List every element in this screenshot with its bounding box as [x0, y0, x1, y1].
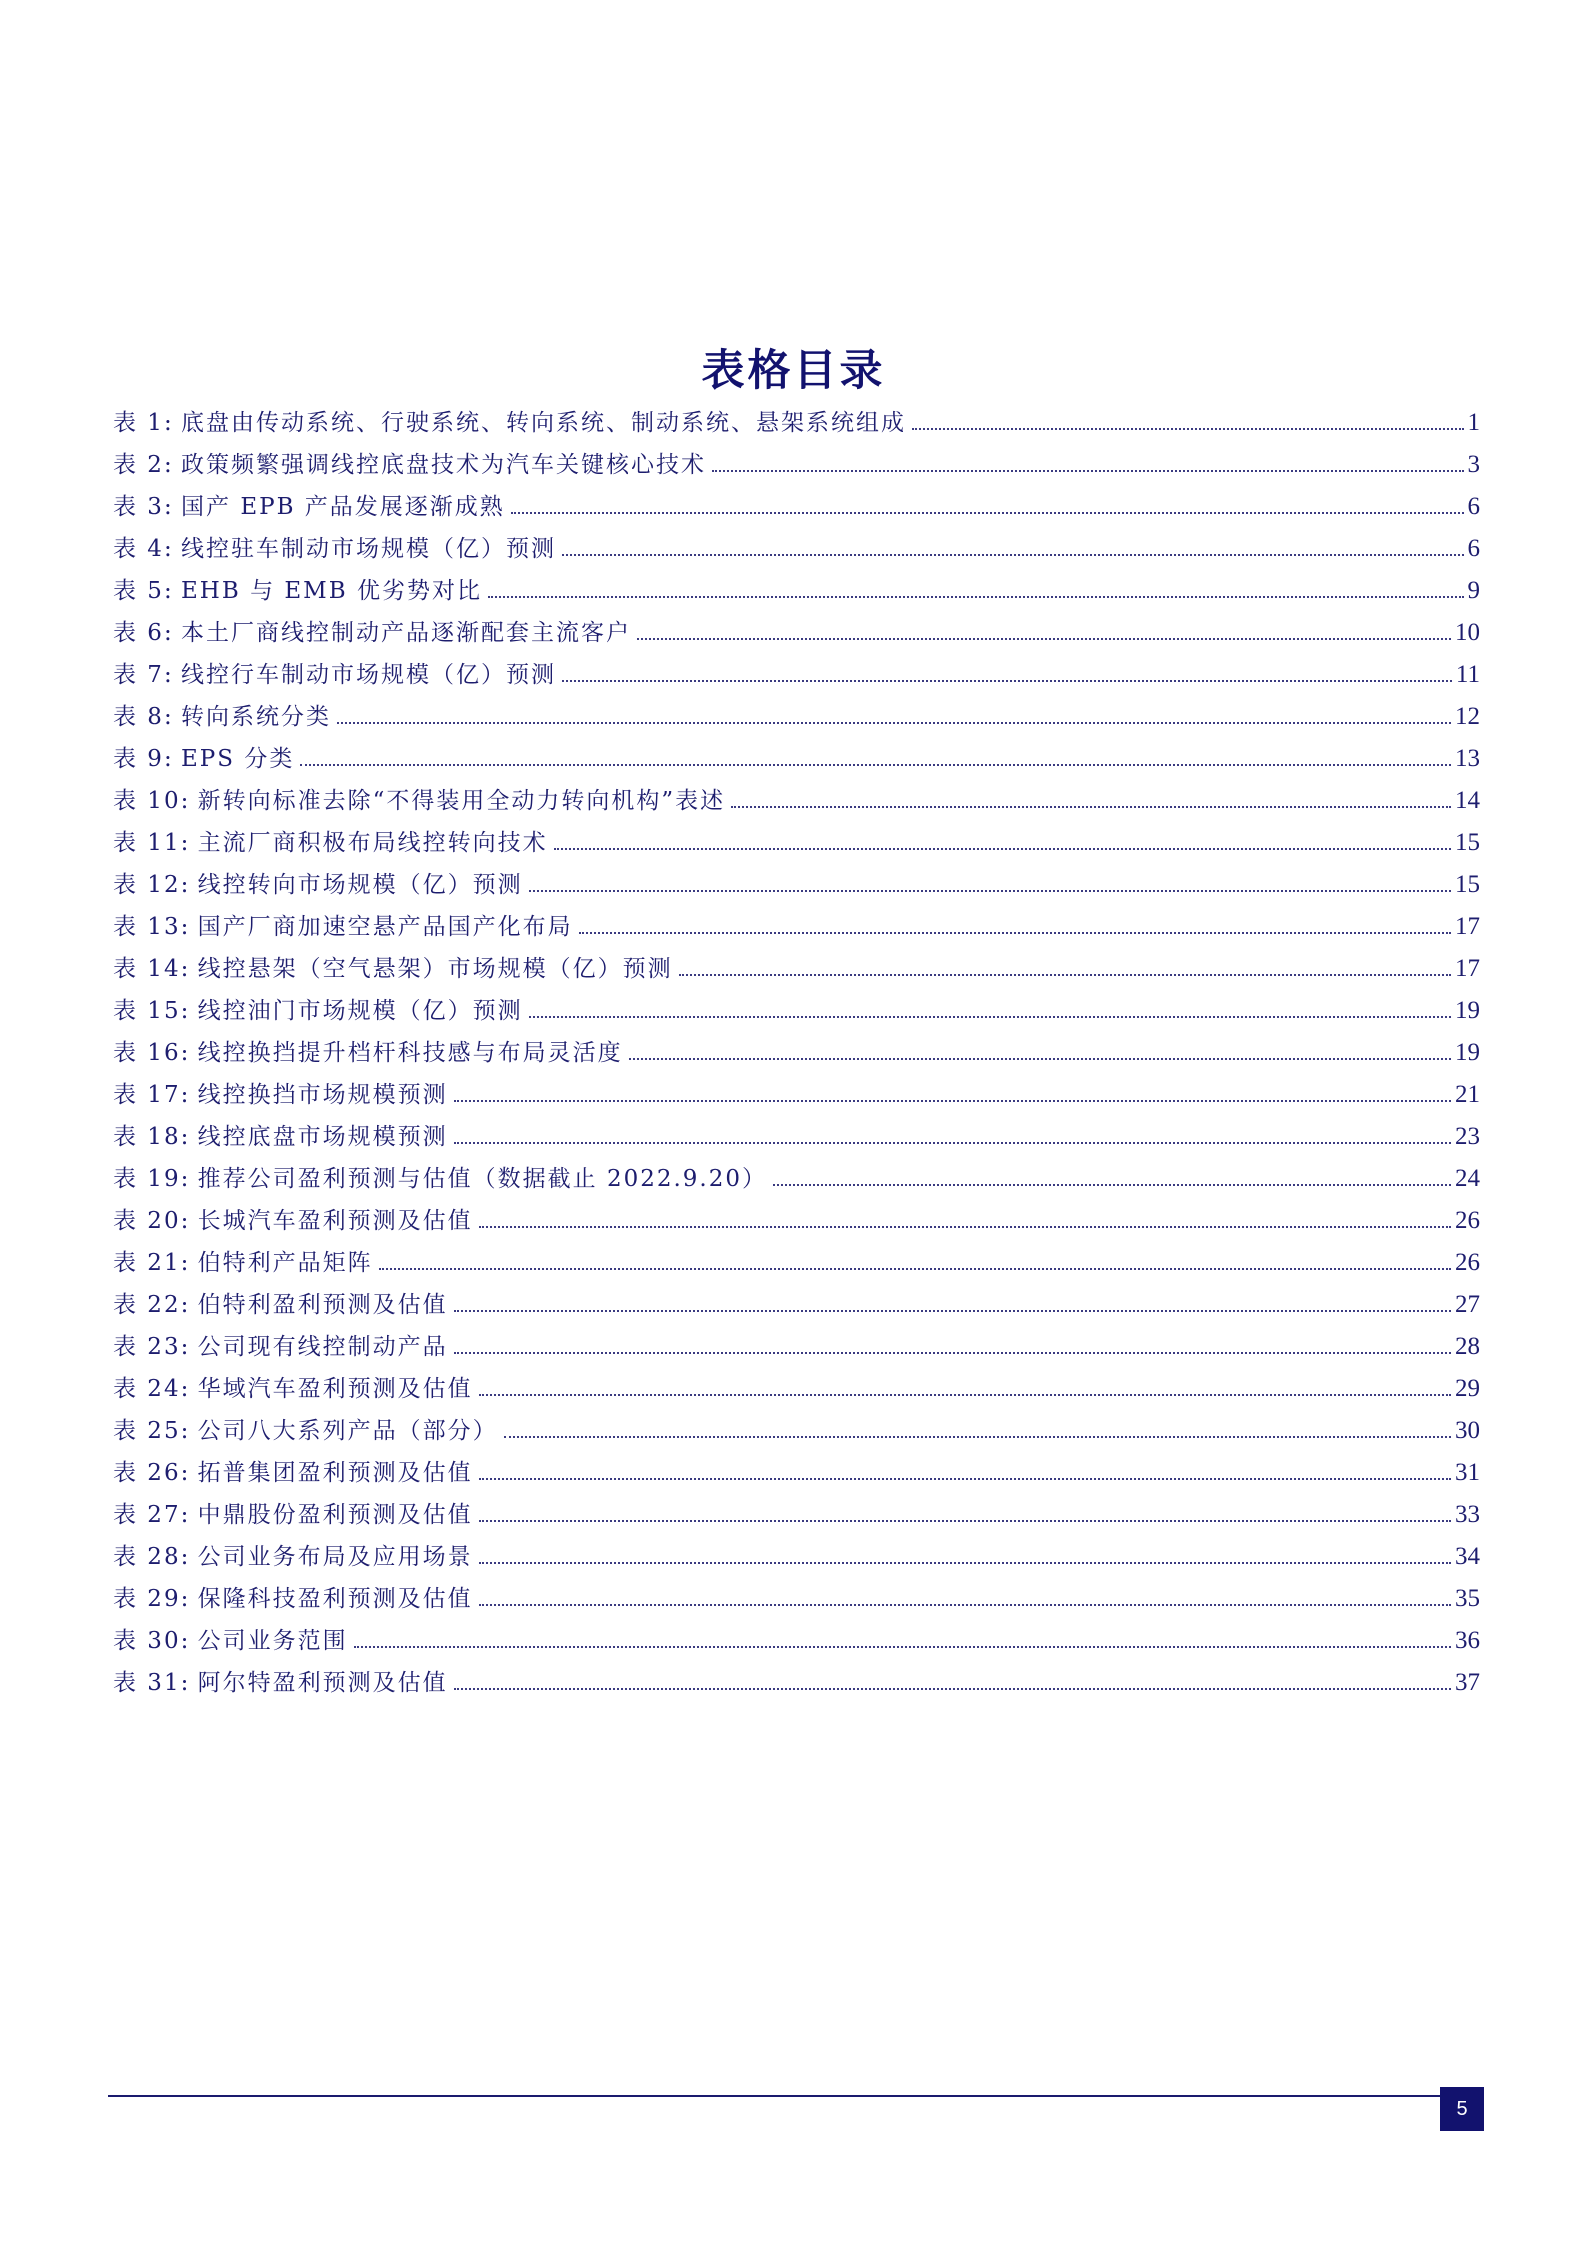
toc-entry[interactable] [113, 1620, 1480, 1662]
toc-entry[interactable] [113, 1200, 1480, 1242]
toc-entry-page-number[interactable]: 37 [1455, 1669, 1480, 1696]
toc-entry-title[interactable]: 主流厂商积极布局线控转向技术 [197, 830, 548, 856]
toc-entry-title[interactable]: 华域汽车盈利预测及估值 [197, 1376, 473, 1402]
toc-entry[interactable] [113, 402, 1480, 444]
toc-entry-label: 表 19: [113, 1166, 191, 1192]
toc-entry-title[interactable]: 伯特利产品矩阵 [197, 1250, 373, 1276]
toc-dot-leader [731, 805, 1451, 808]
toc-entry-label: 表 24: [113, 1376, 191, 1402]
page-number-badge: 5 [1440, 2087, 1484, 2131]
toc-entry[interactable] [113, 822, 1480, 864]
toc-entry-label: 表 17: [113, 1082, 191, 1108]
toc-entry[interactable] [113, 906, 1480, 948]
toc-entry[interactable] [113, 1368, 1480, 1410]
toc-entry-label: 表 12: [113, 872, 191, 898]
toc-entry-page-number[interactable]: 9 [1467, 577, 1480, 604]
toc-dot-leader [454, 1141, 1451, 1144]
toc-entry-label: 表 20: [113, 1208, 191, 1234]
toc-entry[interactable] [113, 528, 1480, 570]
toc-entry-title[interactable]: 推荐公司盈利预测与估值（数据截止 2022.9.20） [197, 1166, 768, 1192]
toc-entry-title[interactable]: 中鼎股份盈利预测及估值 [197, 1502, 473, 1528]
toc-entry-title[interactable]: 转向系统分类 [181, 704, 332, 730]
toc-entry-page-number[interactable]: 3 [1467, 451, 1480, 478]
toc-entry-label: 表 21: [113, 1250, 191, 1276]
toc-entry[interactable] [113, 486, 1480, 528]
toc-entry-label: 表 5: [113, 578, 174, 604]
toc-entry-label: 表 1: [113, 410, 174, 436]
toc-entry[interactable] [113, 1326, 1480, 1368]
toc-entry[interactable] [113, 696, 1480, 738]
toc-dot-leader [354, 1645, 1451, 1648]
toc-entry-title[interactable]: 公司八大系列产品（部分） [197, 1418, 498, 1444]
toc-entry-page-number[interactable]: 17 [1455, 955, 1480, 982]
toc-entry-label: 表 10: [113, 788, 191, 814]
toc-dot-leader [712, 469, 1463, 472]
toc-dot-leader [300, 763, 1451, 766]
table-of-contents [113, 402, 1480, 1704]
toc-dot-leader [454, 1309, 1451, 1312]
toc-entry-label: 表 16: [113, 1040, 191, 1066]
toc-entry-title[interactable]: 拓普集团盈利预测及估值 [197, 1460, 473, 1486]
toc-dot-leader [912, 427, 1463, 430]
toc-dot-leader [479, 1561, 1451, 1564]
toc-entry-title[interactable]: 线控换挡市场规模预测 [197, 1082, 448, 1108]
toc-entry-page-number[interactable]: 15 [1455, 871, 1480, 898]
toc-entry-page-number[interactable]: 31 [1455, 1459, 1480, 1486]
toc-entry[interactable] [113, 1074, 1480, 1116]
toc-entry-label: 表 8: [113, 704, 174, 730]
page-title: 表格目录 [701, 345, 886, 396]
toc-entry-title[interactable]: 国产 EPB 产品发展逐渐成熟 [181, 494, 505, 520]
toc-entry-title[interactable]: 公司业务范围 [197, 1628, 348, 1654]
toc-entry-page-number[interactable]: 1 [1467, 409, 1480, 436]
toc-dot-leader [554, 847, 1451, 850]
toc-entry-page-number[interactable]: 14 [1455, 787, 1480, 814]
toc-entry-page-number[interactable]: 34 [1455, 1543, 1480, 1570]
toc-dot-leader [504, 1435, 1451, 1438]
toc-entry-page-number[interactable]: 19 [1455, 1039, 1480, 1066]
toc-entry-label: 表 28: [113, 1544, 191, 1570]
toc-entry-page-number[interactable]: 10 [1455, 619, 1480, 646]
toc-entry-label: 表 22: [113, 1292, 191, 1318]
toc-dot-leader [511, 511, 1464, 514]
toc-entry-label: 表 15: [113, 998, 191, 1024]
toc-entry-page-number[interactable]: 24 [1455, 1165, 1480, 1192]
toc-entry-title[interactable]: 线控驻车制动市场规模（亿）预测 [181, 536, 557, 562]
toc-entry-label: 表 3: [113, 494, 174, 520]
toc-entry-title[interactable]: 阿尔特盈利预测及估值 [197, 1670, 448, 1696]
toc-entry-label: 表 29: [113, 1586, 191, 1612]
toc-entry-label: 表 23: [113, 1334, 191, 1360]
toc-dot-leader [562, 679, 1452, 682]
toc-entry-title[interactable]: 政策频繁强调线控底盘技术为汽车关键核心技术 [181, 452, 707, 478]
toc-dot-leader [454, 1687, 1451, 1690]
toc-entry-title[interactable]: EPS 分类 [181, 746, 295, 772]
toc-entry-label: 表 27: [113, 1502, 191, 1528]
toc-entry-page-number[interactable]: 21 [1455, 1081, 1480, 1108]
toc-entry-page-number[interactable]: 23 [1455, 1123, 1480, 1150]
toc-dot-leader [479, 1519, 1451, 1522]
toc-entry-page-number[interactable]: 6 [1467, 535, 1480, 562]
toc-entry[interactable] [113, 444, 1480, 486]
toc-entry[interactable] [113, 780, 1480, 822]
toc-entry-title[interactable]: 国产厂商加速空悬产品国产化布局 [197, 914, 573, 940]
toc-entry[interactable] [113, 654, 1480, 696]
toc-dot-leader [773, 1183, 1451, 1186]
toc-entry-label: 表 9: [113, 746, 174, 772]
toc-entry-page-number[interactable]: 29 [1455, 1375, 1480, 1402]
toc-entry-title[interactable]: 线控油门市场规模（亿）预测 [197, 998, 523, 1024]
toc-entry-page-number[interactable]: 12 [1455, 703, 1480, 730]
toc-dot-leader [479, 1477, 1451, 1480]
toc-entry-label: 表 2: [113, 452, 174, 478]
toc-entry-title[interactable]: 底盘由传动系统、行驶系统、转向系统、制动系统、悬架系统组成 [181, 410, 907, 436]
toc-entry-title[interactable]: 线控行车制动市场规模（亿）预测 [181, 662, 557, 688]
footer-divider [108, 2095, 1448, 2097]
toc-dot-leader [629, 1057, 1451, 1060]
toc-entry-title[interactable]: 线控换挡提升档杆科技感与布局灵活度 [197, 1040, 623, 1066]
toc-entry[interactable] [113, 738, 1480, 780]
toc-entry-title[interactable]: 线控转向市场规模（亿）预测 [197, 872, 523, 898]
toc-entry-page-number[interactable]: 11 [1455, 661, 1480, 688]
toc-entry[interactable] [113, 1452, 1480, 1494]
toc-dot-leader [488, 595, 1464, 598]
toc-entry-title[interactable]: 线控底盘市场规模预测 [197, 1124, 448, 1150]
toc-entry-page-number[interactable]: 26 [1455, 1249, 1480, 1276]
toc-entry-title[interactable]: 本土厂商线控制动产品逐渐配套主流客户 [181, 620, 632, 646]
toc-entry-label: 表 31: [113, 1670, 191, 1696]
toc-entry-title[interactable]: 伯特利盈利预测及估值 [197, 1292, 448, 1318]
toc-entry[interactable] [113, 864, 1480, 906]
toc-entry[interactable] [113, 1116, 1480, 1158]
toc-entry-page-number[interactable]: 6 [1467, 493, 1480, 520]
toc-entry-title[interactable]: EHB 与 EMB 优劣势对比 [181, 578, 482, 604]
toc-entry[interactable] [113, 1410, 1480, 1452]
toc-entry[interactable] [113, 612, 1480, 654]
toc-entry[interactable] [113, 570, 1480, 612]
toc-dot-leader [454, 1351, 1451, 1354]
toc-entry[interactable] [113, 1284, 1480, 1326]
toc-entry-title[interactable]: 公司业务布局及应用场景 [197, 1544, 473, 1570]
toc-entry[interactable] [113, 1662, 1480, 1704]
toc-entry-label: 表 4: [113, 536, 174, 562]
toc-entry-page-number[interactable]: 27 [1455, 1291, 1480, 1318]
toc-entry-title[interactable]: 公司现有线控制动产品 [197, 1334, 448, 1360]
toc-entry-label: 表 18: [113, 1124, 191, 1150]
toc-entry-label: 表 30: [113, 1628, 191, 1654]
toc-entry[interactable] [113, 1242, 1480, 1284]
toc-dot-leader [479, 1393, 1451, 1396]
toc-entry-label: 表 6: [113, 620, 174, 646]
toc-dot-leader [579, 931, 1451, 934]
toc-entry-page-number[interactable]: 26 [1455, 1207, 1480, 1234]
toc-entry-label: 表 25: [113, 1418, 191, 1444]
toc-entry-page-number[interactable]: 19 [1455, 997, 1480, 1024]
toc-entry-page-number[interactable]: 35 [1455, 1585, 1480, 1612]
toc-dot-leader [529, 1015, 1451, 1018]
toc-dot-leader [337, 721, 1451, 724]
toc-entry-page-number[interactable]: 15 [1455, 829, 1480, 856]
toc-entry-title[interactable]: 长城汽车盈利预测及估值 [197, 1208, 473, 1234]
toc-entry[interactable] [113, 948, 1480, 990]
toc-entry[interactable] [113, 1578, 1480, 1620]
toc-entry[interactable] [113, 1536, 1480, 1578]
toc-entry-label: 表 26: [113, 1460, 191, 1486]
toc-entry[interactable] [113, 990, 1480, 1032]
toc-dot-leader [529, 889, 1451, 892]
toc-entry-page-number[interactable]: 13 [1455, 745, 1480, 772]
toc-dot-leader [637, 637, 1451, 640]
toc-dot-leader [562, 553, 1463, 556]
toc-entry-label: 表 7: [113, 662, 174, 688]
toc-dot-leader [379, 1267, 1451, 1270]
toc-entry[interactable] [113, 1158, 1480, 1200]
toc-dot-leader [454, 1099, 1451, 1102]
toc-entry-page-number[interactable]: 30 [1455, 1417, 1480, 1444]
toc-entry-page-number[interactable]: 33 [1455, 1501, 1480, 1528]
toc-entry-title[interactable]: 线控悬架（空气悬架）市场规模（亿）预测 [197, 956, 673, 982]
toc-entry-label: 表 11: [113, 830, 191, 856]
toc-entry-title[interactable]: 新转向标准去除“不得装用全动力转向机构”表述 [197, 788, 726, 814]
toc-entry-page-number[interactable]: 28 [1455, 1333, 1480, 1360]
toc-entry-page-number[interactable]: 36 [1455, 1627, 1480, 1654]
toc-entry-label: 表 13: [113, 914, 191, 940]
toc-entry-page-number[interactable]: 17 [1455, 913, 1480, 940]
toc-dot-leader [679, 973, 1451, 976]
toc-entry[interactable] [113, 1032, 1480, 1074]
toc-dot-leader [479, 1603, 1451, 1606]
toc-dot-leader [479, 1225, 1451, 1228]
toc-entry-title[interactable]: 保隆科技盈利预测及估值 [197, 1586, 473, 1612]
toc-entry-label: 表 14: [113, 956, 191, 982]
toc-entry[interactable] [113, 1494, 1480, 1536]
